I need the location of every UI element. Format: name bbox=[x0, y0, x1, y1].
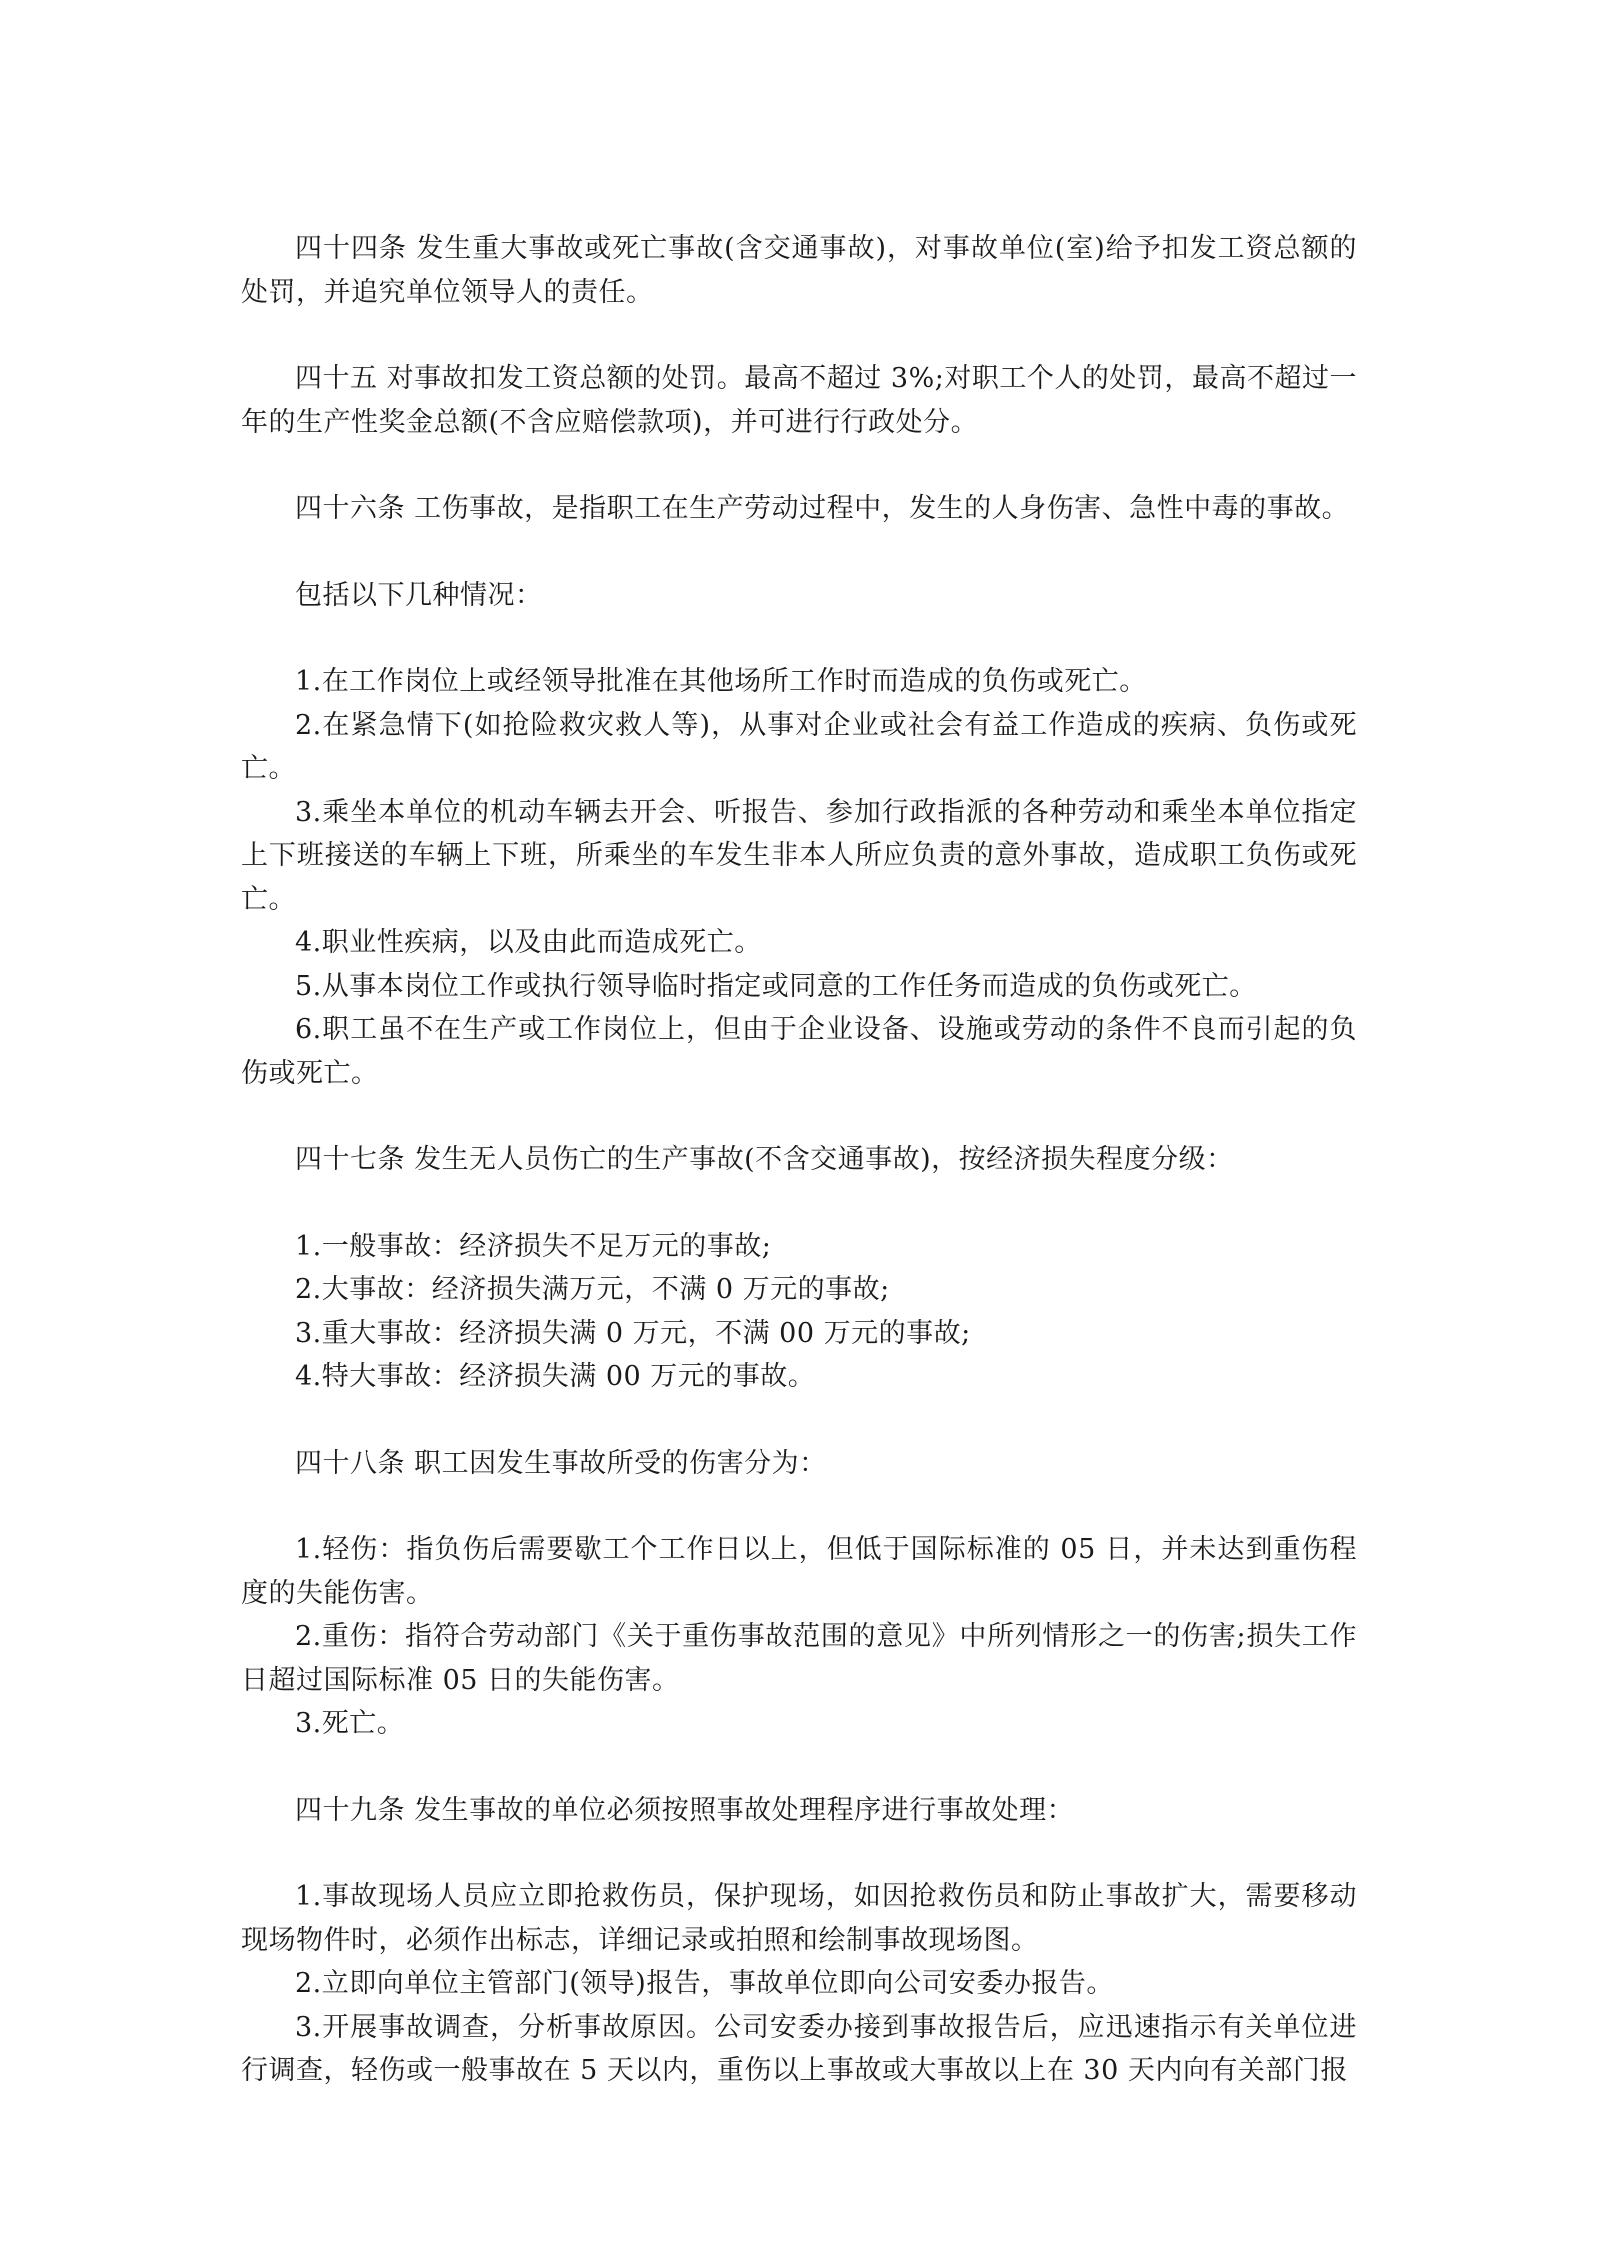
article-46: 四十六条 工伤事故，是指职工在生产劳动过程中，发生的人身伤害、急性中毒的事故。 bbox=[295, 493, 1350, 524]
article-47-list bbox=[241, 1225, 1357, 1399]
article-48: 四十八条 职工因发生事故所受的伤害分为： bbox=[295, 1447, 827, 1479]
list-item: 4.职业性疾病，以及由此而造成死亡。 bbox=[295, 927, 762, 958]
list-item: 2.大事故：经济损失满万元，不满 0 万元的事故; bbox=[295, 1274, 890, 1305]
article-49: 四十九条 发生事故的单位必须按照事故处理程序进行事故处理： bbox=[295, 1794, 1075, 1826]
list-item: 4.特大事故：经济损失满 00 万元的事故。 bbox=[295, 1361, 816, 1392]
article-48-list bbox=[241, 1528, 1357, 1746]
list-item: 1.事故现场人员应立即抢救伤员，保护现场，如因抢救伤员和防止事故扩大，需要移动现场物件时，必须作出标志，详细记录或拍照和绘制事故现场图。 bbox=[241, 1881, 1357, 1956]
list-item: 1.一般事故：经济损失不足万元的事故; bbox=[295, 1230, 772, 1262]
list-item: 3.开展事故调查，分析事故原因。公司安委办接到事故报告后，应迅速指示有关单位进行调查，轻伤或一般事故在 5 天以内，重伤以上事故或大事故以上在 30 天内向有关部门报 bbox=[241, 2011, 1357, 2086]
list-item: 2.重伤：指符合劳动部门《关于重伤事故范围的意见》中所列情形之一的伤害;损失工作日超过国际标准 05 日的失能伤害。 bbox=[241, 1621, 1357, 1696]
list-item: 3.乘坐本单位的机动车辆去开会、听报告、参加行政指派的各种劳动和乘坐本单位指定上下班接送的车辆上下班，所乘坐的车发生非本人所应负责的意外事故，造成职工负伤或死亡。 bbox=[241, 796, 1357, 915]
article-46-intro: 包括以下几种情况： bbox=[295, 579, 543, 611]
article-49-list bbox=[241, 1875, 1357, 2093]
list-item: 3.重大事故：经济损失满 0 万元，不满 00 万元的事故; bbox=[295, 1317, 971, 1349]
list-item: 1.在工作岗位上或经领导批准在其他场所工作时而造成的负伤或死亡。 bbox=[295, 666, 1147, 697]
document-body bbox=[241, 227, 1357, 2093]
article-46-list bbox=[241, 660, 1357, 1095]
list-item: 5.从事本岗位工作或执行领导临时指定或同意的工作任务而造成的负伤或死亡。 bbox=[295, 970, 1257, 1002]
article-45: 四十五 对事故扣发工资总额的处罚。最高不超过 3%;对职工个人的处罚，最高不超过一年的生产性奖金总额(不含应赔偿款项)，并可进行行政处分。 bbox=[241, 363, 1357, 438]
article-47: 四十七条 发生无人员伤亡的生产事故(不含交通事故)，按经济损失程度分级： bbox=[295, 1144, 1234, 1175]
list-item: 3.死亡。 bbox=[295, 1708, 405, 1739]
list-item: 2.在紧急情下(如抢险救灾救人等)，从事对企业或社会有益工作造成的疾病、负伤或死亡。 bbox=[241, 709, 1357, 784]
list-item: 6.职工虽不在生产或工作岗位上，但由于企业设备、设施或劳动的条件不良而引起的负伤或死亡。 bbox=[241, 1014, 1357, 1089]
list-item: 1.轻伤：指负伤后需要歇工个工作日以上，但低于国际标准的 05 日，并未达到重伤程度的失能伤害。 bbox=[241, 1534, 1357, 1609]
list-item: 2.立即向单位主管部门(领导)报告，事故单位即向公司安委办报告。 bbox=[295, 1968, 1114, 1999]
article-44: 四十四条 发生重大事故或死亡事故(含交通事故)，对事故单位(室)给予扣发工资总额的处罚，并追究单位领导人的责任。 bbox=[241, 233, 1357, 308]
